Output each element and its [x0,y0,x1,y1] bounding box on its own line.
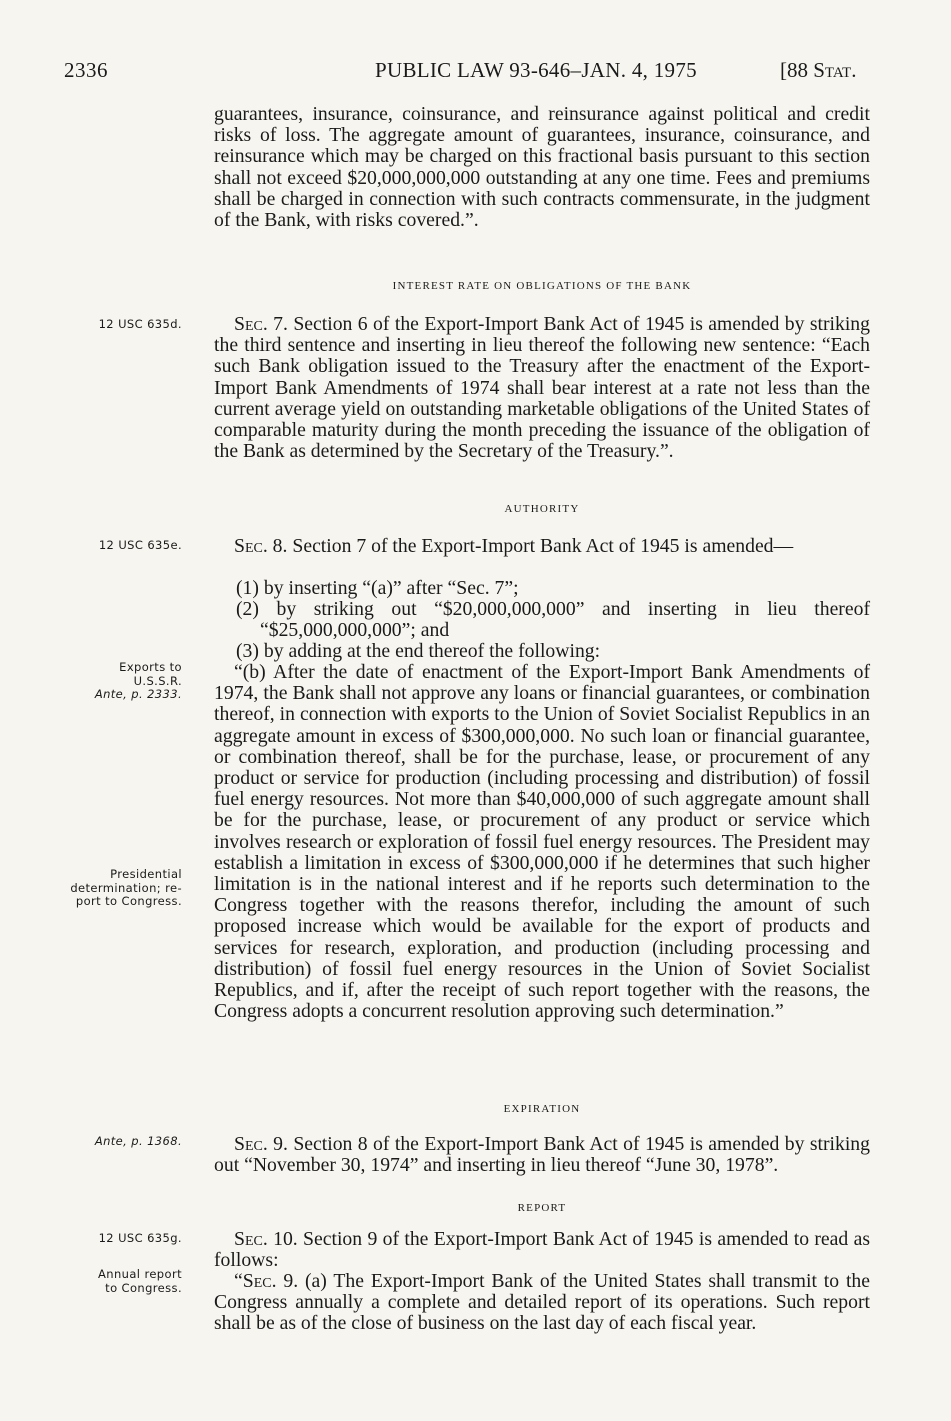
list-item-1: (1) by inserting “(a)” after “Sec. 7”; [236,577,519,599]
section-heading-expiration: EXPIRATION [503,1103,581,1115]
margin-note-exports-ussr: Exports to U.S.S.R. Ante, p. 2333. [94,660,182,701]
section-7-label: Sec. 7. [234,313,288,335]
section-7-text: Section 6 of the Export-Import Bank Act of 1945 is amended by striking the third sentence and inserting in lieu thereof the following new sentence: “Each such Bank obligation issued to the Treasury after the enactment of the Export-Import Bank Amendments of 1974 shall bear interest at a rate not less than the current average yield on outstanding marketable obligations of the United States of comparable maturity during the month preceding the issuance of the obligation of the Bank as determined by the Secretary of the Treasury.”. [214,313,870,463]
statute-citation: [88 Stat. [780,58,857,82]
margin-note-12usc635e: 12 USC 635e. [98,538,182,552]
paragraph-continuation: guarantees, insurance, coinsurance, and reinsurance against political and credit risks of loss. The aggregate amount of guarantees, insurance, coinsurance, and reinsurance which may be charged on this fractional basis pursuant to this section shall not exceed $20,000,000,000 outstanding at any one time. Fees and premiums shall be charged in connection with such contracts commensurate, in the judgment of the Bank, with risks covered.”. [214,103,870,232]
margin-note-12usc635g: 12 USC 635g. [98,1231,182,1245]
margin-note-12usc635d: 12 USC 635d. [98,317,182,331]
section-7-paragraph [214,314,870,462]
section-10-label: Sec. 10. [234,1228,298,1250]
section-9-label: Sec. 9. [234,1133,288,1155]
section-heading-authority: AUTHORITY [504,503,580,515]
section-8-label: Sec. 8. [234,535,288,557]
list-item-2: (2) by striking out “$20,000,000,000” and inserting in lieu thereof “$25,000,000,000”; and [236,598,870,642]
section-8-text: Section 7 of the Export-Import Bank Act of 1945 is amended— [287,535,794,557]
section-8-paragraph [214,536,870,557]
section-9-paragraph [214,1134,870,1176]
list-item-3: (3) by adding at the end thereof the following: [236,640,601,662]
section-heading-report: REPORT [517,1202,567,1214]
section-10-paragraph [214,1229,870,1271]
running-title: PUBLIC LAW 93-646–JAN. 4, 1975 [375,58,697,82]
section-heading-interest-rate: INTEREST RATE ON OBLIGATIONS OF THE BANK [392,280,692,292]
margin-note-presidential-determination: Presidential determination; re- port to Congress. [70,867,182,908]
section-9-text: Section 8 of the Export-Import Bank Act of 1945 is amended by striking out “November 30, 1974” and inserting in lieu thereof “June 30, 1978”. [214,1133,870,1177]
margin-note-annual-report: Annual report to Congress. [98,1267,182,1295]
new-section-9-label: “Sec. 9. [234,1270,299,1292]
section-9-new-text [214,1271,870,1335]
page-header [0,58,951,88]
margin-note-ante-1368: Ante, p. 1368. [94,1134,182,1148]
section-8-subsection-b: “(b) After the date of enactment of the Export-Import Bank Amendments of 1974, the Bank shall not approve any loans or financial guarantees, or combination thereof, in connection with exports to the Union of Soviet Socialist Republics in an aggregate amount in excess of $300,000,000. No such loan or financial guarantee, or combination thereof, shall be for the purchase, lease, or procurement of any product or service for production (including processing and distribution) of fossil fuel energy resources. Not more than $40,000,000 of such aggregate amount shall be for the purchase, lease, or procurement of any product or service which involves research or exploration of fossil fuel energy resources. The President may establish a limitation in excess of $300,000,000 if he determines that such higher limitation is in the national interest and if he reports such determination to the Congress together with the reasons therefor, including the amount of such proposed increase which would be available for the export of products and services for research, exploration, and production (including processing and distribution) of fossil fuel energy resources in the Union of Soviet Socialist Republics, and if, after the receipt of such report together with the reasons, the Congress adopts a concurrent resolution approving such determination.” [214,661,870,1023]
new-section-9-text: (a) The Export-Import Bank of the United States shall transmit to the Congress annually a complete and detailed report of its operations. Such report shall be as of the close of business on the last day of each fiscal year. [214,1270,871,1335]
page-number: 2336 [64,58,108,82]
section-10-text: Section 9 of the Export-Import Bank Act of 1945 is amended to read as follows: [214,1228,870,1272]
